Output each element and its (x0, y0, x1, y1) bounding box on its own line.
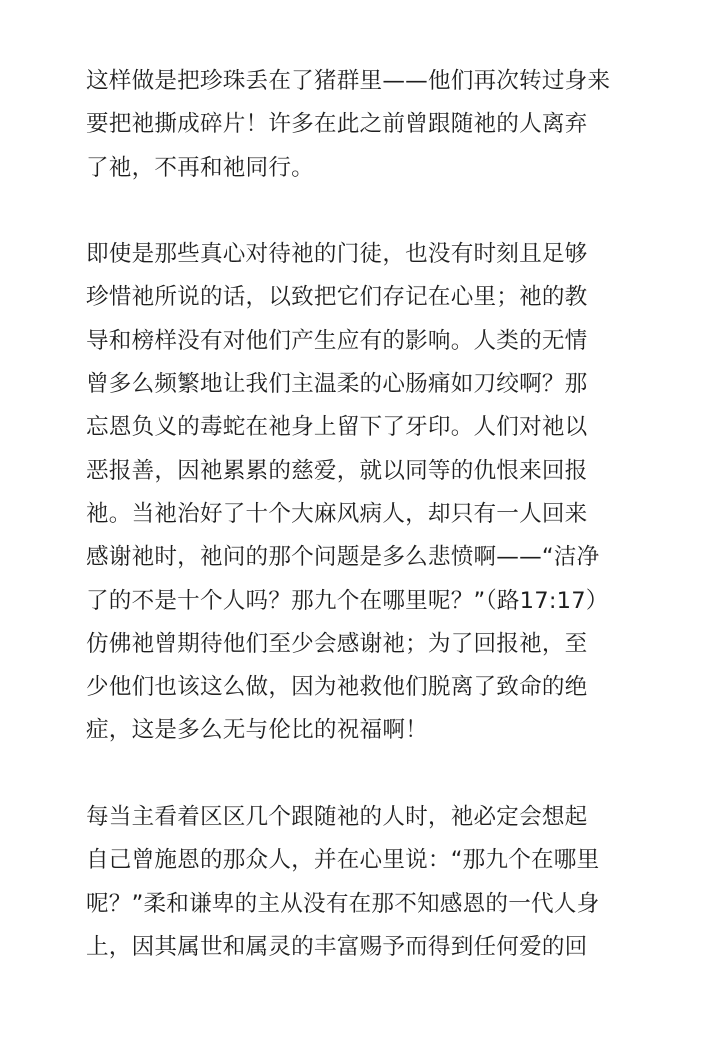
text-line: 感谢祂时，祂问的那个问题是多么悲愤啊——“洁净 (86, 544, 600, 571)
paragraph-3 (86, 796, 646, 969)
text-line: 曾多么频繁地让我们主温柔的心肠痛如刀绞啊？那 (86, 371, 588, 398)
text-line: 每当主看着区区几个跟随祂的人时，祂必定会想起 (86, 804, 588, 831)
text-line: 上，因其属世和属灵的丰富赐予而得到任何爱的回 (86, 933, 588, 960)
text-line: 呢？”柔和谦卑的主从没有在那不知感恩的一代人身 (86, 890, 600, 917)
text-line: 忘恩负义的毒蛇在祂身上留下了牙印。人们对祂以 (86, 414, 588, 441)
text-line: 恶报善，因祂累累的慈爱，就以同等的仇恨来回报 (86, 457, 588, 484)
text-line: 少他们也该这么做，因为祂救他们脱离了致命的绝 (86, 674, 588, 701)
text-line: 自己曾施恩的那众人，并在心里说：“那九个在哪里 (86, 847, 600, 874)
text-line: 了祂，不再和祂同行。 (86, 154, 314, 181)
text-line: 祂。当祂治好了十个大麻风病人，却只有一人回来 (86, 500, 588, 527)
text-line: 即使是那些真心对待祂的门徒，也没有时刻且足够 (86, 241, 588, 268)
article-body (86, 60, 646, 1013)
text-line: 珍惜祂所说的话，以致把它们存记在心里；祂的教 (86, 284, 588, 311)
text-line: 这样做是把珍珠丢在了猪群里——他们再次转过身来 (86, 68, 611, 94)
paragraph-1 (86, 60, 646, 190)
text-line: 症，这是多么无与伦比的祝福啊！ (86, 717, 428, 744)
text-line: 仿佛祂曾期待他们至少会感谢祂；为了回报祂，至 (86, 630, 588, 657)
text-line: 导和榜样没有对他们产生应有的影响。人类的无情 (86, 327, 588, 354)
text-line: 要把祂撕成碎片！许多在此之前曾跟随祂的人离弃 (86, 111, 588, 138)
text-line: 了的不是十个人吗？那九个在哪里呢？”（路17:17） (86, 587, 609, 614)
paragraph-2 (86, 233, 646, 753)
